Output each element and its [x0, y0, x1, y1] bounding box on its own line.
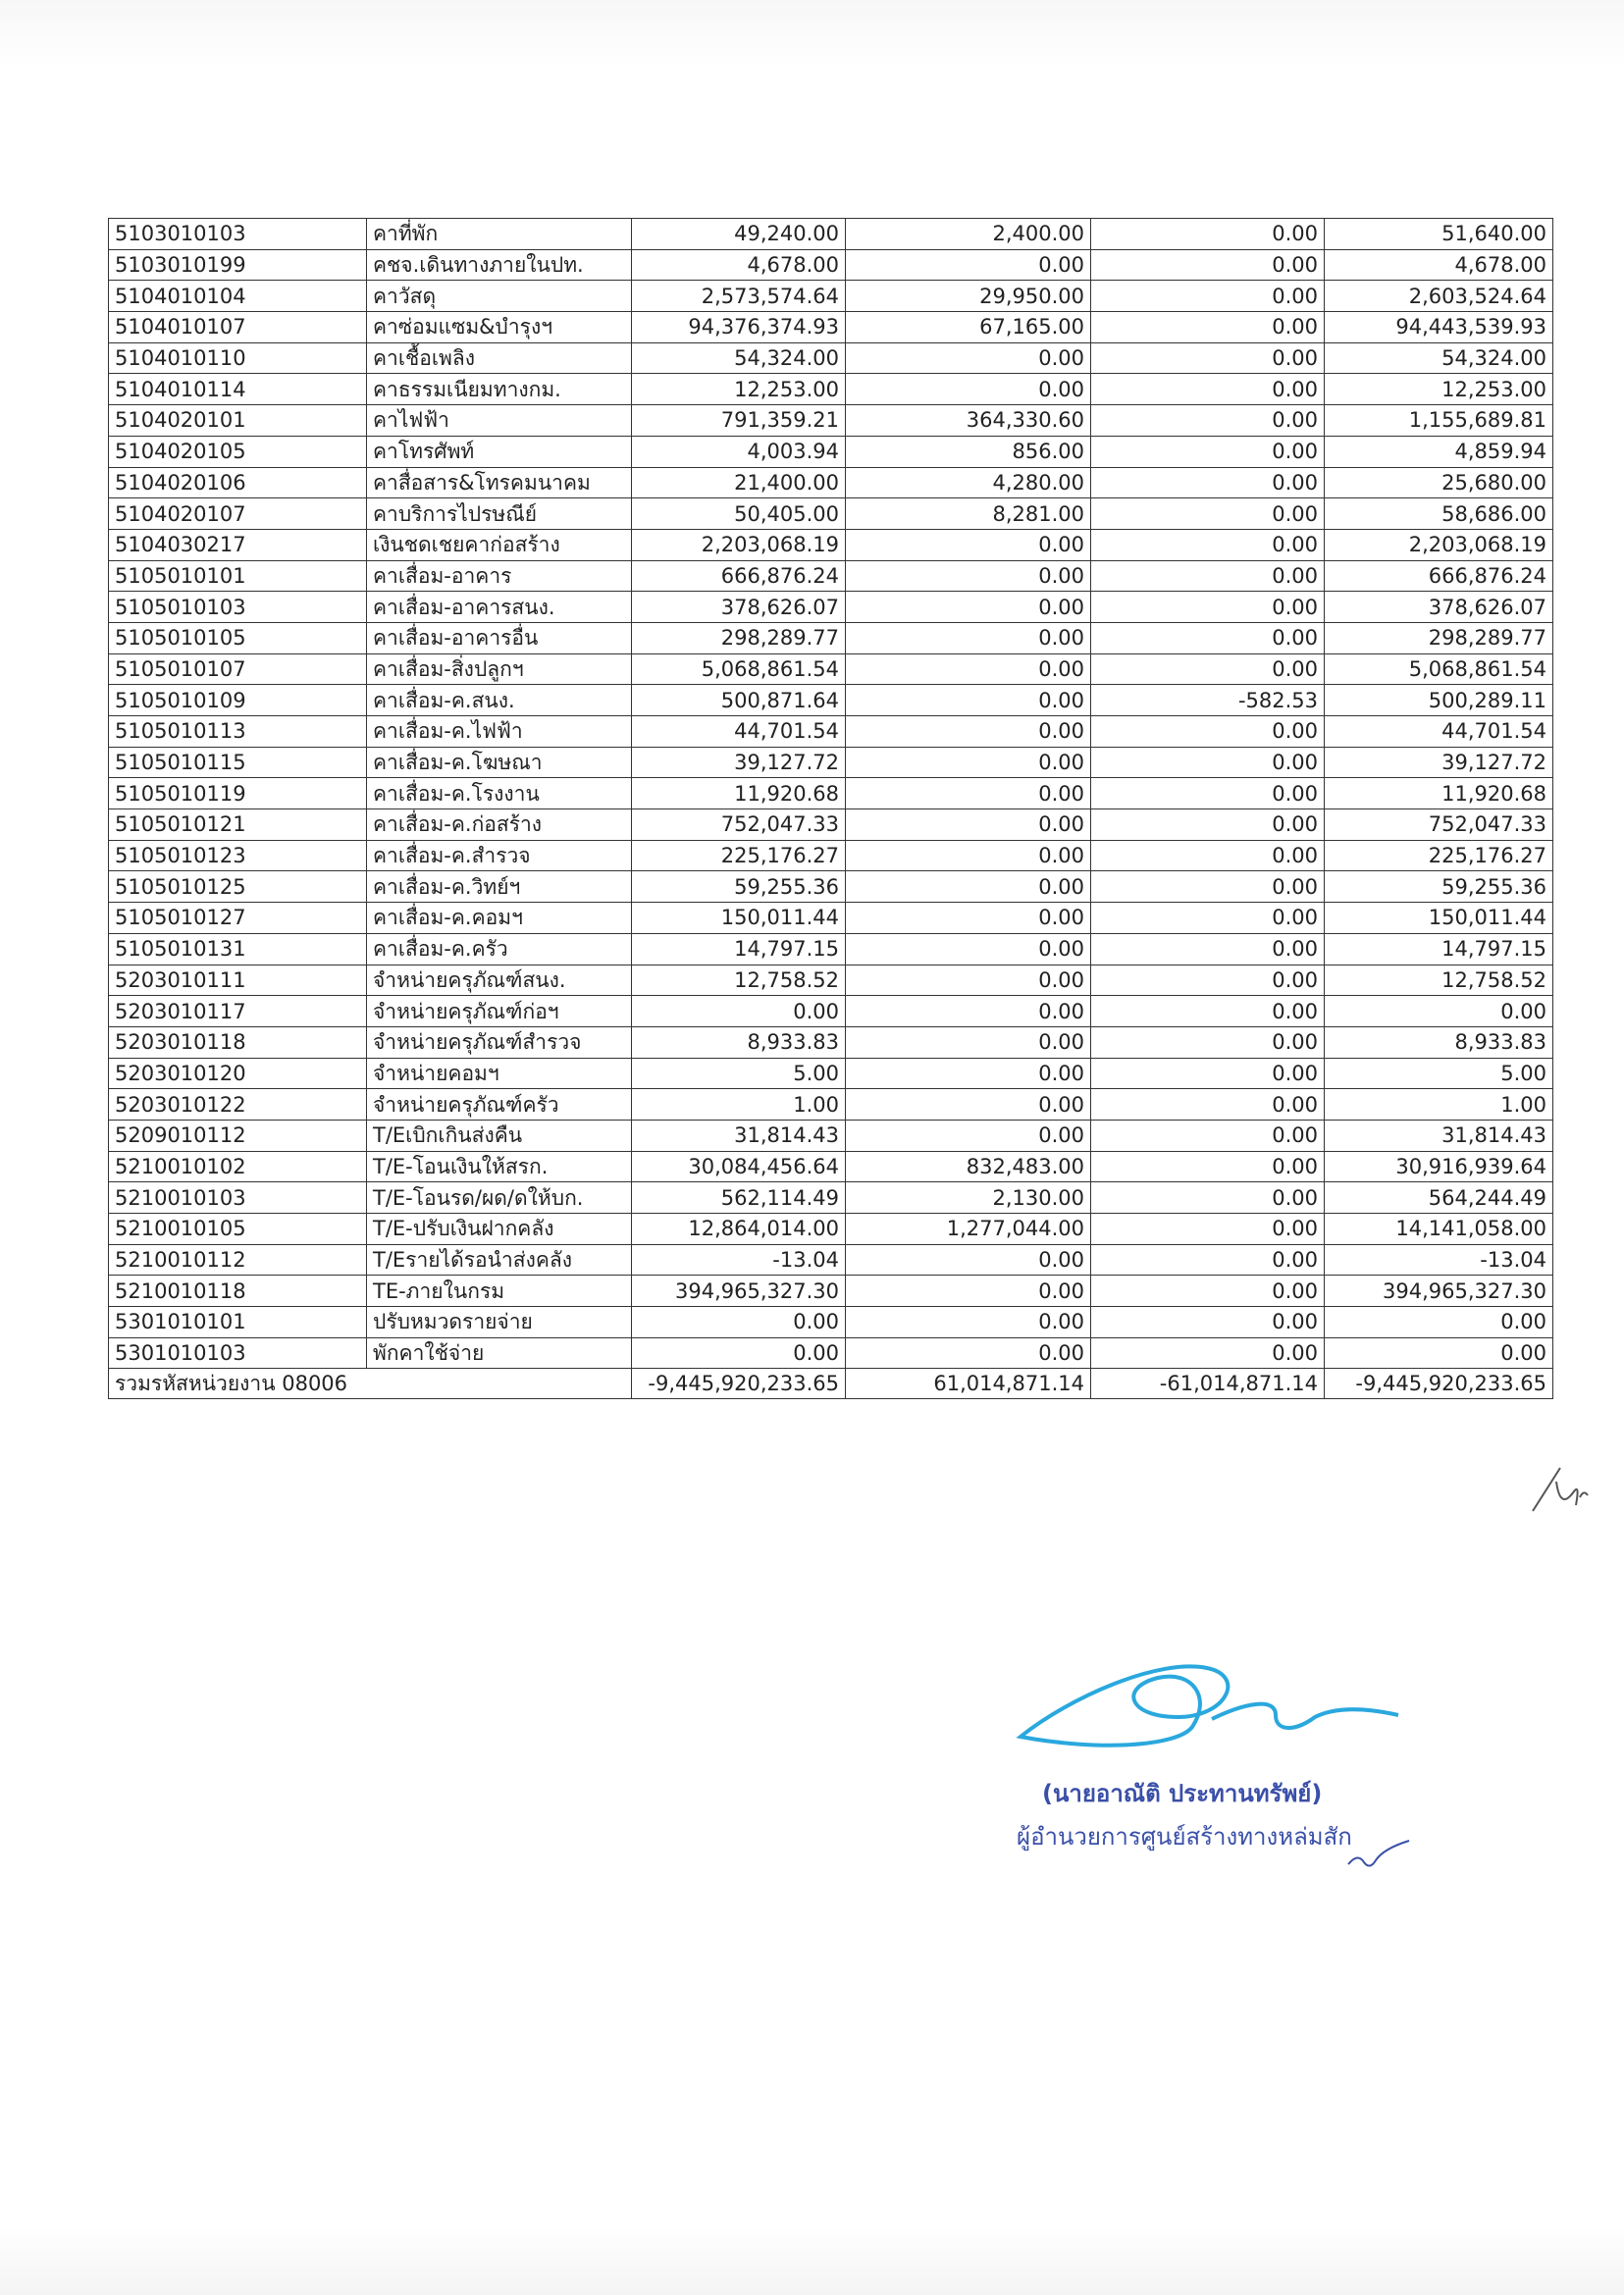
handwritten-initials-top: [1531, 1462, 1599, 1521]
cell-c2: 0.00: [846, 996, 1091, 1027]
cell-code: 5301010103: [109, 1337, 367, 1369]
cell-c4: 0.00: [1325, 996, 1553, 1027]
cell-c2: 0.00: [846, 871, 1091, 903]
cell-c4: 564,244.49: [1325, 1182, 1553, 1214]
table-row: [109, 685, 1553, 716]
cell-c4: 54,324.00: [1325, 342, 1553, 374]
table-row: [109, 996, 1553, 1027]
cell-c4: 51,640.00: [1325, 219, 1553, 250]
total-c3: -61,014,871.14: [1091, 1369, 1325, 1399]
cell-c3: 0.00: [1091, 1307, 1325, 1338]
table-row: [109, 1120, 1553, 1151]
cell-code: 5104010107: [109, 312, 367, 343]
cell-c2: 0.00: [846, 560, 1091, 592]
cell-name: คาวัสดุ: [367, 281, 632, 312]
cell-c3: 0.00: [1091, 467, 1325, 498]
cell-c3: 0.00: [1091, 778, 1325, 809]
cell-name: คาเสื่อม-อาคารสนง.: [367, 592, 632, 623]
total-row: [109, 1369, 1553, 1399]
cell-name: คาเสื่อม-อาคาร: [367, 560, 632, 592]
ledger-table: [108, 218, 1553, 1399]
cell-name: คาเสื่อม-ค.โรงงาน: [367, 778, 632, 809]
cell-c4: 752,047.33: [1325, 809, 1553, 841]
cell-c3: 0.00: [1091, 903, 1325, 934]
cell-name: T/E-โอนเงินให้สรก.: [367, 1151, 632, 1182]
cell-c4: 31,814.43: [1325, 1120, 1553, 1151]
table-row: [109, 342, 1553, 374]
cell-c4: 0.00: [1325, 1337, 1553, 1369]
cell-name: คาเสื่อม-ค.สำรวจ: [367, 840, 632, 871]
cell-c2: 2,400.00: [846, 219, 1091, 250]
cell-c4: 1.00: [1325, 1089, 1553, 1121]
cell-c1: 59,255.36: [632, 871, 846, 903]
table-row: [109, 1307, 1553, 1338]
cell-code: 5203010122: [109, 1089, 367, 1121]
table-row: [109, 312, 1553, 343]
cell-c4: 59,255.36: [1325, 871, 1553, 903]
cell-c4: 2,203,068.19: [1325, 529, 1553, 560]
cell-c1: 298,289.77: [632, 622, 846, 653]
cell-name: ปรับหมวดรายจ่าย: [367, 1307, 632, 1338]
cell-c1: 2,203,068.19: [632, 529, 846, 560]
cell-c1: 0.00: [632, 1307, 846, 1338]
cell-c2: 0.00: [846, 1244, 1091, 1276]
table-row: [109, 1089, 1553, 1121]
cell-code: 5104020105: [109, 436, 367, 467]
table-row: [109, 778, 1553, 809]
cell-c2: 0.00: [846, 592, 1091, 623]
cell-name: คาที่พัก: [367, 219, 632, 250]
cell-name: คาสื่อสาร&โทรคมนาคม: [367, 467, 632, 498]
ledger-body: [109, 219, 1553, 1399]
cell-code: 5209010112: [109, 1120, 367, 1151]
cell-c3: 0.00: [1091, 1276, 1325, 1307]
cell-c1: 11,920.68: [632, 778, 846, 809]
cell-c1: 562,114.49: [632, 1182, 846, 1214]
cell-c3: 0.00: [1091, 1120, 1325, 1151]
cell-c2: 0.00: [846, 249, 1091, 281]
cell-code: 5105010101: [109, 560, 367, 592]
cell-name: จำหน่ายครุภัณฑ์สนง.: [367, 965, 632, 996]
cell-c4: 12,253.00: [1325, 374, 1553, 405]
cell-c3: 0.00: [1091, 405, 1325, 437]
cell-c1: 12,864,014.00: [632, 1214, 846, 1245]
cell-c1: 5.00: [632, 1058, 846, 1089]
cell-name: T/Eเบิกเกินส่งคืน: [367, 1120, 632, 1151]
cell-code: 5105010107: [109, 653, 367, 685]
cell-c4: 4,859.94: [1325, 436, 1553, 467]
table-row: [109, 809, 1553, 841]
cell-name: คาเสื่อม-สิ่งปลูกฯ: [367, 653, 632, 685]
cell-c1: 150,011.44: [632, 903, 846, 934]
table-row: [109, 467, 1553, 498]
table-row: [109, 622, 1553, 653]
cell-c2: 856.00: [846, 436, 1091, 467]
cell-c3: 0.00: [1091, 871, 1325, 903]
cell-c4: 1,155,689.81: [1325, 405, 1553, 437]
table-row: [109, 560, 1553, 592]
cell-name: จำหน่ายครุภัณฑ์ครัว: [367, 1089, 632, 1121]
cell-c3: 0.00: [1091, 996, 1325, 1027]
total-c1: -9,445,920,233.65: [632, 1369, 846, 1399]
cell-c1: 0.00: [632, 996, 846, 1027]
cell-c1: 94,376,374.93: [632, 312, 846, 343]
cell-c2: 67,165.00: [846, 312, 1091, 343]
cell-code: 5103010199: [109, 249, 367, 281]
table-row: [109, 903, 1553, 934]
cell-c3: 0.00: [1091, 622, 1325, 653]
cell-c3: 0.00: [1091, 1058, 1325, 1089]
cell-c1: -13.04: [632, 1244, 846, 1276]
table-row: [109, 1058, 1553, 1089]
cell-name: พักคาใช้จ่าย: [367, 1337, 632, 1369]
cell-c4: 4,678.00: [1325, 249, 1553, 281]
cell-code: 5104010110: [109, 342, 367, 374]
cell-c1: 30,084,456.64: [632, 1151, 846, 1182]
cell-c3: 0.00: [1091, 747, 1325, 778]
cell-name: คาเสื่อม-ค.ครัว: [367, 933, 632, 965]
table-row: [109, 219, 1553, 250]
table-row: [109, 747, 1553, 778]
cell-code: 5104020106: [109, 467, 367, 498]
cell-c4: 58,686.00: [1325, 498, 1553, 530]
cell-c3: 0.00: [1091, 653, 1325, 685]
cell-c1: 31,814.43: [632, 1120, 846, 1151]
table-row: [109, 1182, 1553, 1214]
cell-c4: 298,289.77: [1325, 622, 1553, 653]
total-label: รวมรหัสหน่วยงาน 08006: [109, 1369, 632, 1399]
cell-code: 5203010118: [109, 1026, 367, 1058]
cell-code: 5203010111: [109, 965, 367, 996]
cell-c2: 0.00: [846, 840, 1091, 871]
cell-name: คาเสื่อม-ค.ไฟฟ้า: [367, 716, 632, 748]
cell-c4: 2,603,524.64: [1325, 281, 1553, 312]
cell-code: 5105010125: [109, 871, 367, 903]
cell-c1: 44,701.54: [632, 716, 846, 748]
cell-code: 5210010118: [109, 1276, 367, 1307]
signatory-title: ผู้อำนวยการศูนย์สร้างทางหล่มสัก: [1017, 1823, 1352, 1851]
cell-code: 5105010103: [109, 592, 367, 623]
cell-name: T/Eรายได้รอนำส่งคลัง: [367, 1244, 632, 1276]
cell-code: 5105010109: [109, 685, 367, 716]
cell-c4: 12,758.52: [1325, 965, 1553, 996]
cell-c2: 0.00: [846, 1307, 1091, 1338]
cell-c1: 1.00: [632, 1089, 846, 1121]
cell-c3: 0.00: [1091, 219, 1325, 250]
cell-code: 5103010103: [109, 219, 367, 250]
cell-c2: 832,483.00: [846, 1151, 1091, 1182]
cell-c4: 39,127.72: [1325, 747, 1553, 778]
cell-c3: 0.00: [1091, 1151, 1325, 1182]
cell-c1: 49,240.00: [632, 219, 846, 250]
cell-name: คาบริการไปรษณีย์: [367, 498, 632, 530]
cell-c4: 225,176.27: [1325, 840, 1553, 871]
cell-c3: 0.00: [1091, 312, 1325, 343]
cell-c4: 666,876.24: [1325, 560, 1553, 592]
cell-code: 5210010105: [109, 1214, 367, 1245]
cell-c3: 0.00: [1091, 965, 1325, 996]
cell-code: 5105010119: [109, 778, 367, 809]
cell-c1: 12,253.00: [632, 374, 846, 405]
cell-c4: 44,701.54: [1325, 716, 1553, 748]
cell-name: คาเสื่อม-ค.คอมฯ: [367, 903, 632, 934]
cell-name: คาเชื้อเพลิง: [367, 342, 632, 374]
cell-c1: 8,933.83: [632, 1026, 846, 1058]
cell-c4: 394,965,327.30: [1325, 1276, 1553, 1307]
cell-name: คาซ่อมแซม&บำรุงฯ: [367, 312, 632, 343]
cell-code: 5105010105: [109, 622, 367, 653]
cell-c1: 378,626.07: [632, 592, 846, 623]
cell-c4: 5.00: [1325, 1058, 1553, 1089]
cell-c2: 0.00: [846, 747, 1091, 778]
cell-c2: 0.00: [846, 622, 1091, 653]
table-row: [109, 249, 1553, 281]
cell-name: จำหน่ายครุภัณฑ์ก่อฯ: [367, 996, 632, 1027]
cell-name: คาโทรศัพท์: [367, 436, 632, 467]
cell-code: 5104020107: [109, 498, 367, 530]
cell-code: 5104010104: [109, 281, 367, 312]
cell-c4: 14,797.15: [1325, 933, 1553, 965]
cell-c1: 39,127.72: [632, 747, 846, 778]
cell-c3: 0.00: [1091, 809, 1325, 841]
cell-c3: 0.00: [1091, 1244, 1325, 1276]
cell-code: 5105010123: [109, 840, 367, 871]
cell-c3: -582.53: [1091, 685, 1325, 716]
total-c2: 61,014,871.14: [846, 1369, 1091, 1399]
cell-c4: 0.00: [1325, 1307, 1553, 1338]
cell-c1: 500,871.64: [632, 685, 846, 716]
cell-name: คาเสื่อม-ค.โฆษณา: [367, 747, 632, 778]
cell-c2: 0.00: [846, 529, 1091, 560]
cell-c2: 0.00: [846, 933, 1091, 965]
cell-code: 5105010127: [109, 903, 367, 934]
cell-c2: 364,330.60: [846, 405, 1091, 437]
cell-name: เงินชดเชยคาก่อสร้าง: [367, 529, 632, 560]
handwritten-initials-bottom: [1344, 1835, 1413, 1874]
cell-c1: 0.00: [632, 1337, 846, 1369]
cell-c1: 394,965,327.30: [632, 1276, 846, 1307]
cell-c4: 8,933.83: [1325, 1026, 1553, 1058]
cell-c2: 0.00: [846, 653, 1091, 685]
cell-c1: 14,797.15: [632, 933, 846, 965]
table-row: [109, 716, 1553, 748]
cell-c3: 0.00: [1091, 374, 1325, 405]
cell-c3: 0.00: [1091, 342, 1325, 374]
table-row: [109, 933, 1553, 965]
cell-c4: 14,141,058.00: [1325, 1214, 1553, 1245]
cell-c3: 0.00: [1091, 716, 1325, 748]
cell-c3: 0.00: [1091, 436, 1325, 467]
cell-name: คชจ.เดินทางภายในปท.: [367, 249, 632, 281]
cell-c4: 30,916,939.64: [1325, 1151, 1553, 1182]
cell-c3: 0.00: [1091, 249, 1325, 281]
cell-name: คาธรรมเนียมทางกม.: [367, 374, 632, 405]
cell-c2: 0.00: [846, 1337, 1091, 1369]
table-row: [109, 1026, 1553, 1058]
cell-code: 5210010112: [109, 1244, 367, 1276]
cell-c3: 0.00: [1091, 498, 1325, 530]
cell-c2: 2,130.00: [846, 1182, 1091, 1214]
table-row: [109, 374, 1553, 405]
cell-name: T/E-ปรับเงินฝากคลัง: [367, 1214, 632, 1245]
table-row: [109, 1151, 1553, 1182]
cell-c1: 4,003.94: [632, 436, 846, 467]
cell-name: คาเสื่อม-อาคารอื่น: [367, 622, 632, 653]
cell-c3: 0.00: [1091, 1337, 1325, 1369]
cell-c2: 4,280.00: [846, 467, 1091, 498]
cell-c2: 0.00: [846, 716, 1091, 748]
table-row: [109, 592, 1553, 623]
cell-name: TE-ภายในกรม: [367, 1276, 632, 1307]
cell-code: 5105010115: [109, 747, 367, 778]
cell-c2: 29,950.00: [846, 281, 1091, 312]
cell-code: 5210010102: [109, 1151, 367, 1182]
cell-c1: 791,359.21: [632, 405, 846, 437]
cell-code: 5203010117: [109, 996, 367, 1027]
cell-c3: 0.00: [1091, 1182, 1325, 1214]
cell-c1: 21,400.00: [632, 467, 846, 498]
cell-c1: 5,068,861.54: [632, 653, 846, 685]
table-row: [109, 1337, 1553, 1369]
cell-c4: 378,626.07: [1325, 592, 1553, 623]
cell-c3: 0.00: [1091, 1089, 1325, 1121]
cell-code: 5210010103: [109, 1182, 367, 1214]
table-row: [109, 281, 1553, 312]
cell-c4: -13.04: [1325, 1244, 1553, 1276]
table-row: [109, 1276, 1553, 1307]
cell-c1: 12,758.52: [632, 965, 846, 996]
cell-c2: 0.00: [846, 903, 1091, 934]
cell-c1: 666,876.24: [632, 560, 846, 592]
cell-code: 5301010101: [109, 1307, 367, 1338]
cell-c3: 0.00: [1091, 933, 1325, 965]
cell-c4: 150,011.44: [1325, 903, 1553, 934]
table-row: [109, 405, 1553, 437]
cell-code: 5105010131: [109, 933, 367, 965]
cell-c2: 1,277,044.00: [846, 1214, 1091, 1245]
cell-c1: 2,573,574.64: [632, 281, 846, 312]
cell-c4: 11,920.68: [1325, 778, 1553, 809]
total-c4: -9,445,920,233.65: [1325, 1369, 1553, 1399]
cell-c2: 0.00: [846, 778, 1091, 809]
cell-c3: 0.00: [1091, 592, 1325, 623]
cell-name: คาเสื่อม-ค.วิทย์ฯ: [367, 871, 632, 903]
cell-c2: 0.00: [846, 965, 1091, 996]
cell-c3: 0.00: [1091, 281, 1325, 312]
cell-code: 5105010121: [109, 809, 367, 841]
cell-c4: 94,443,539.93: [1325, 312, 1553, 343]
cell-c2: 0.00: [846, 1026, 1091, 1058]
cell-c3: 0.00: [1091, 1214, 1325, 1245]
cell-c1: 4,678.00: [632, 249, 846, 281]
cell-c2: 0.00: [846, 374, 1091, 405]
cell-c3: 0.00: [1091, 840, 1325, 871]
cell-c2: 0.00: [846, 685, 1091, 716]
table-row: [109, 871, 1553, 903]
table-row: [109, 529, 1553, 560]
cell-name: จำหน่ายคอมฯ: [367, 1058, 632, 1089]
cell-name: T/E-โอนรด/ผด/ดให้บก.: [367, 1182, 632, 1214]
cell-c4: 500,289.11: [1325, 685, 1553, 716]
cell-c1: 225,176.27: [632, 840, 846, 871]
cell-c1: 50,405.00: [632, 498, 846, 530]
cell-c4: 25,680.00: [1325, 467, 1553, 498]
cell-c3: 0.00: [1091, 529, 1325, 560]
cell-c2: 0.00: [846, 1120, 1091, 1151]
cell-name: จำหน่ายครุภัณฑ์สำรวจ: [367, 1026, 632, 1058]
cell-name: คาเสื่อม-ค.ก่อสร้าง: [367, 809, 632, 841]
cell-c2: 0.00: [846, 1058, 1091, 1089]
cell-c3: 0.00: [1091, 560, 1325, 592]
table-row: [109, 436, 1553, 467]
signatory-name: (นายอาณัติ ประทานทรัพย์): [1042, 1780, 1323, 1807]
table-row: [109, 498, 1553, 530]
cell-c2: 0.00: [846, 342, 1091, 374]
cell-name: คาเสื่อม-ค.สนง.: [367, 685, 632, 716]
cell-code: 5104020101: [109, 405, 367, 437]
cell-c2: 0.00: [846, 809, 1091, 841]
table-row: [109, 1244, 1553, 1276]
cell-c3: 0.00: [1091, 1026, 1325, 1058]
cell-c2: 8,281.00: [846, 498, 1091, 530]
cell-c1: 752,047.33: [632, 809, 846, 841]
table-row: [109, 1214, 1553, 1245]
cell-c4: 5,068,861.54: [1325, 653, 1553, 685]
cell-c1: 54,324.00: [632, 342, 846, 374]
cell-code: 5105010113: [109, 716, 367, 748]
table-row: [109, 840, 1553, 871]
cell-code: 5203010120: [109, 1058, 367, 1089]
cell-c2: 0.00: [846, 1089, 1091, 1121]
cell-c2: 0.00: [846, 1276, 1091, 1307]
table-row: [109, 653, 1553, 685]
cell-code: 5104010114: [109, 374, 367, 405]
table-row: [109, 965, 1553, 996]
cell-code: 5104030217: [109, 529, 367, 560]
cell-name: คาไฟฟ้า: [367, 405, 632, 437]
